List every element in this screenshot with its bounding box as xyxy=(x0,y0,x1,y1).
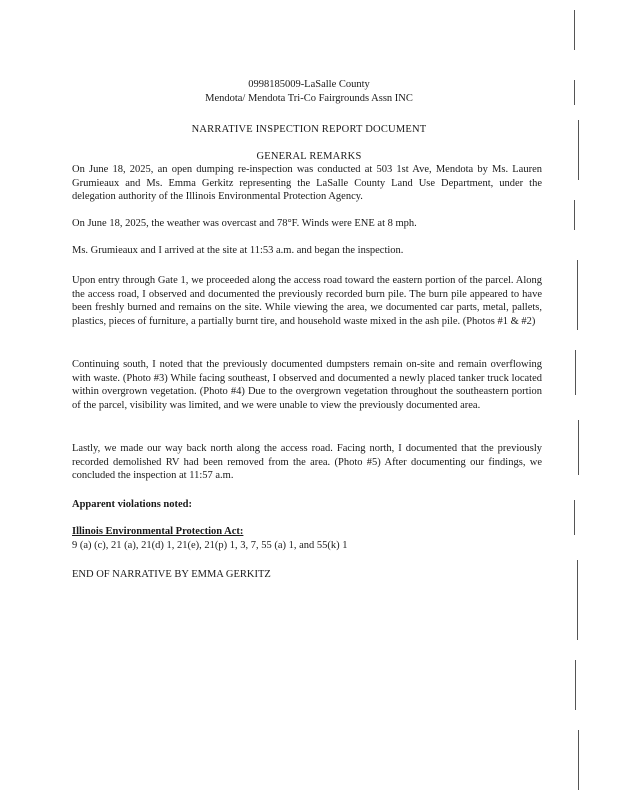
paragraph-intro xyxy=(72,163,542,204)
header-site-id: 0998185009-LaSalle County xyxy=(248,79,370,90)
scan-edge-artifact xyxy=(572,0,586,800)
act-heading: Illinois Environmental Protection Act: xyxy=(72,526,244,537)
paragraph-dumpsters xyxy=(72,358,542,412)
paragraph-text: Lastly, we made our way back north along the access road. Facing north, I documented that the previously recorded demolished RV had been removed from the area. (Photo #5) After documenting our findings, we concluded the inspection at 11:57 a.m. xyxy=(72,443,542,481)
act-sections: 9 (a) (c), 21 (a), 21(d) 1, 21(e), 21(p) 1, 3, 7, 55 (a) 1, and 55(k) 1 xyxy=(72,540,348,551)
paragraph-arrival xyxy=(72,244,542,258)
paragraph-burn-pile xyxy=(72,274,542,328)
paragraph-text: On June 18, 2025, the weather was overcast and 78°F. Winds were ENE at 8 mph. xyxy=(72,218,417,229)
section-heading: GENERAL REMARKS xyxy=(256,151,362,162)
end-of-narrative: END OF NARRATIVE BY EMMA GERKITZ xyxy=(72,569,271,580)
document-title: NARRATIVE INSPECTION REPORT DOCUMENT xyxy=(191,124,427,135)
header-site-name: Mendota/ Mendota Tri-Co Fairgrounds Assn INC xyxy=(205,93,413,104)
paragraph-conclusion xyxy=(72,442,542,483)
paragraph-weather xyxy=(72,217,542,231)
document-header xyxy=(0,78,618,106)
paragraph-text: Upon entry through Gate 1, we proceeded along the access road toward the eastern portion of the parcel. Along the access road, I observed and documented the previously recorded burn pile. The burn pile appeared to have been freshly burned and remains on the site. While viewing the area, we documented car parts, metal, pallets, plastics, pieces of furniture, a partially burnt tire, and household waste mixed in the ash pile. (Photos #1 & #2) xyxy=(72,275,542,327)
paragraph-text: On June 18, 2025, an open dumping re-inspection was conducted at 503 1st Ave, Mendota by Ms. Lauren Grumieaux and Ms. Emma Gerkitz representing the LaSalle County Land Use Department, under the delegation authority of the Illinois Environmental Protection Agency. xyxy=(72,164,542,202)
violations-heading: Apparent violations noted: xyxy=(72,499,192,510)
paragraph-text: Continuing south, I noted that the previously documented dumpsters remain on-site and remain overflowing with waste. (Photo #3) While facing southeast, I observed and documented a newly placed tanker truck located within overgrown vegetation. (Photo #4) Due to the overgrown vegetation throughout the southeastern portion of the parcel, visibility was limited, and we were unable to view the previously documented area. xyxy=(72,359,542,411)
paragraph-text: Ms. Grumieaux and I arrived at the site at 11:53 a.m. and began the inspection. xyxy=(72,245,404,256)
